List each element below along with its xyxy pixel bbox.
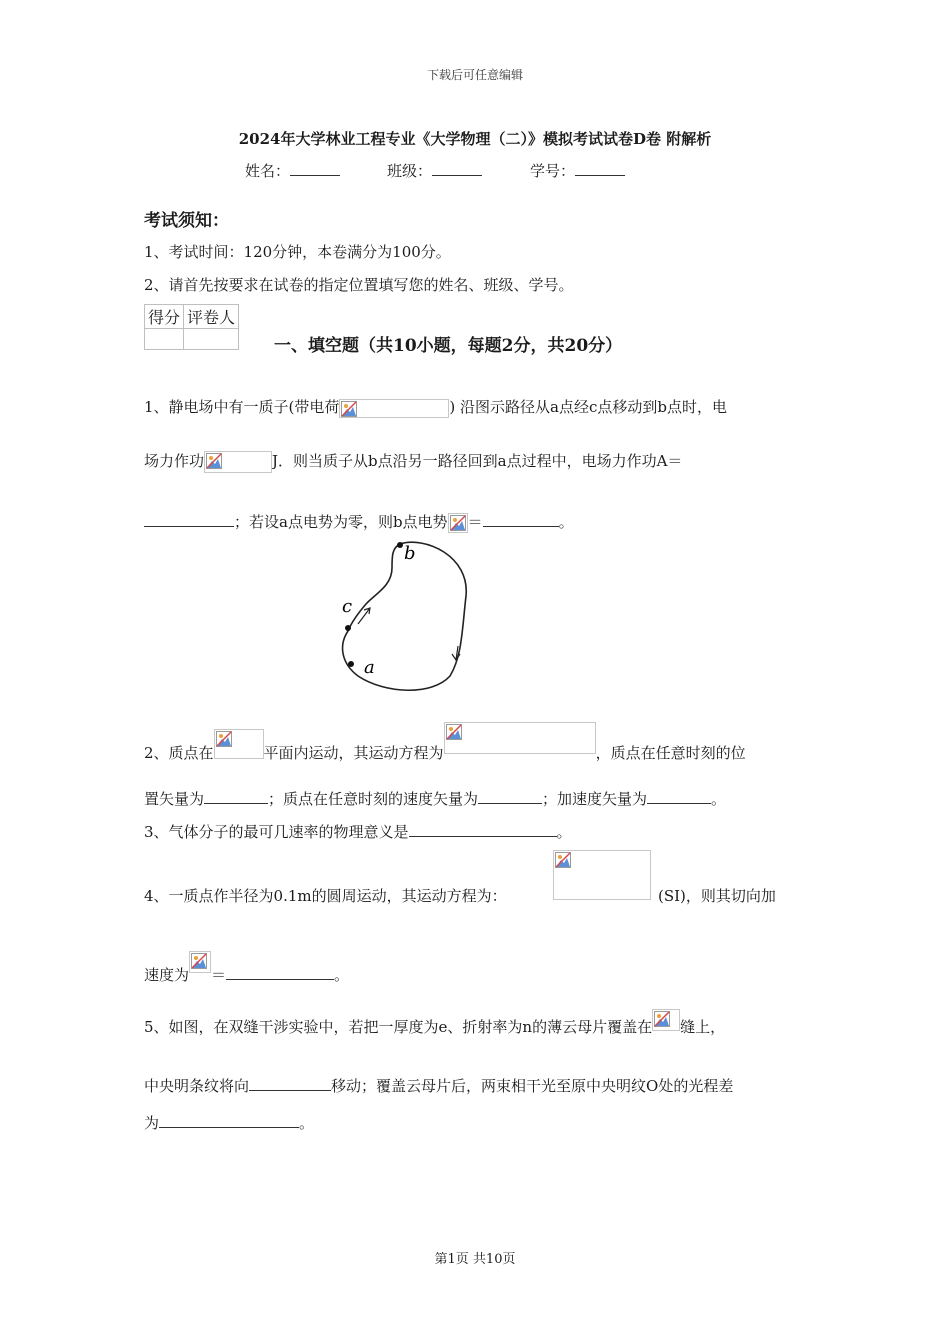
path-figure bbox=[330, 536, 480, 696]
q2-text: 置矢量为 bbox=[144, 790, 205, 808]
q5-text: 中央明条纹将向 bbox=[144, 1077, 250, 1095]
q1-text: ＝ bbox=[467, 513, 483, 531]
formula-image-large bbox=[553, 850, 651, 900]
q5-text: 为 bbox=[144, 1114, 160, 1132]
section-title: 一、填空题（共10小题，每题2分，共20分） bbox=[274, 336, 623, 356]
q5-line3 bbox=[144, 1112, 314, 1133]
broken-image-icon bbox=[216, 731, 232, 747]
q1-text: 。 bbox=[558, 513, 574, 531]
q3-line bbox=[144, 821, 572, 842]
q2-text: ；加速度矢量为 bbox=[542, 790, 648, 808]
q1-text: ) 沿图示路径从a点经c点移动到b点时，电 bbox=[449, 398, 727, 416]
exam-title: 2024年大学林业工程专业《大学物理（二）》模拟考试试卷D卷 附解析 bbox=[238, 130, 712, 148]
broken-image-icon bbox=[654, 1011, 670, 1027]
answer-blank bbox=[478, 789, 542, 804]
notice-item: 1、考试时间：120分钟，本卷满分为100分。 bbox=[144, 243, 451, 261]
q5-line2 bbox=[144, 1075, 733, 1096]
broken-image-icon bbox=[446, 724, 462, 740]
point-a bbox=[348, 661, 354, 667]
q2-text: ；质点在任意时刻的速度矢量为 bbox=[268, 790, 479, 808]
q2-text: 。 bbox=[711, 790, 727, 808]
q3-text: 3、气体分子的最可几速率的物理意义是 bbox=[144, 823, 409, 841]
formula-image bbox=[214, 729, 264, 759]
answer-blank bbox=[226, 965, 334, 980]
formula-image bbox=[189, 951, 211, 973]
q5-text: 。 bbox=[299, 1114, 315, 1132]
score-cell bbox=[145, 329, 184, 350]
q2-text: 2、质点在 bbox=[144, 744, 214, 762]
score-header: 得分 bbox=[145, 305, 184, 329]
path-curve bbox=[343, 542, 467, 690]
q5-text: 移动；覆盖云母片后，两束相干光至原中央明纹O处的光程差 bbox=[331, 1077, 734, 1095]
name-field bbox=[245, 160, 340, 181]
point-b bbox=[397, 542, 403, 548]
broken-image-icon bbox=[450, 515, 466, 531]
point-c bbox=[345, 625, 351, 631]
q4-line1-tail: (SI)，则其切向加 bbox=[658, 887, 776, 905]
q1-text: 场力作功 bbox=[144, 452, 205, 470]
grader-header: 评卷人 bbox=[184, 305, 239, 329]
q2-text: 平面内运动，其运动方程为 bbox=[263, 744, 444, 762]
grader-cell bbox=[184, 329, 239, 350]
id-blank bbox=[575, 161, 625, 176]
q1-line2 bbox=[144, 450, 682, 473]
notice-heading: 考试须知： bbox=[144, 211, 229, 231]
q5-line1 bbox=[144, 1008, 725, 1038]
formula-image bbox=[553, 850, 651, 900]
answer-blank bbox=[144, 512, 234, 527]
q4-text: 4、一质点作半径为0.1m的圆周运动，其运动方程为： bbox=[144, 887, 507, 905]
label-b: b bbox=[404, 543, 416, 564]
answer-blank bbox=[204, 789, 268, 804]
score-table bbox=[144, 304, 239, 350]
page-footer: 第1页 共10页 bbox=[434, 1252, 516, 1267]
q1-line3 bbox=[144, 511, 574, 533]
q4-text: 。 bbox=[334, 966, 350, 984]
q2-line1 bbox=[144, 722, 746, 762]
formula-image bbox=[444, 722, 596, 754]
class-blank bbox=[432, 161, 482, 176]
notice-item: 2、请首先按要求在试卷的指定位置填写您的姓名、班级、学号。 bbox=[144, 276, 574, 294]
answer-blank bbox=[647, 789, 711, 804]
q4-text: ＝ bbox=[211, 966, 227, 984]
q1-text: J．则当质子从b点沿另一路径回到a点过程中，电场力作功A＝ bbox=[272, 452, 683, 470]
broken-image-icon bbox=[191, 953, 207, 969]
id-label: 学号： bbox=[530, 162, 576, 180]
q4-line2 bbox=[144, 950, 350, 984]
answer-blank bbox=[483, 512, 559, 527]
answer-blank bbox=[159, 1113, 299, 1128]
q3-text: 。 bbox=[556, 823, 572, 841]
q5-text: 5、如图，在双缝干涉实验中，若把一厚度为e、折射率为n的薄云母片覆盖在 bbox=[144, 1018, 653, 1036]
q1-text: ；若设a点电势为零，则b点电势 bbox=[234, 513, 448, 531]
q2-line2 bbox=[144, 788, 726, 809]
formula-image bbox=[652, 1009, 680, 1031]
q1-text: 1、静电场中有一质子(带电荷 bbox=[144, 398, 340, 416]
class-field bbox=[387, 160, 482, 181]
answer-blank bbox=[409, 822, 557, 837]
broken-image-icon bbox=[206, 453, 222, 469]
q5-text: 缝上， bbox=[680, 1018, 726, 1036]
q2-text: ，质点在任意时刻的位 bbox=[595, 744, 746, 762]
label-a: a bbox=[364, 657, 375, 678]
formula-image bbox=[339, 399, 449, 418]
broken-image-icon bbox=[341, 401, 357, 417]
label-c: c bbox=[342, 596, 353, 617]
q4-text: 速度为 bbox=[144, 966, 190, 984]
name-label: 姓名： bbox=[245, 162, 291, 180]
q4-line1 bbox=[144, 885, 507, 906]
formula-image bbox=[448, 513, 468, 533]
q1-line1 bbox=[144, 396, 727, 418]
name-blank bbox=[290, 161, 340, 176]
id-field bbox=[530, 160, 625, 181]
answer-blank bbox=[249, 1076, 331, 1091]
broken-image-icon bbox=[555, 852, 571, 868]
header-note: 下载后可任意编辑 bbox=[426, 68, 523, 82]
formula-image bbox=[204, 451, 272, 473]
class-label: 班级： bbox=[387, 162, 433, 180]
